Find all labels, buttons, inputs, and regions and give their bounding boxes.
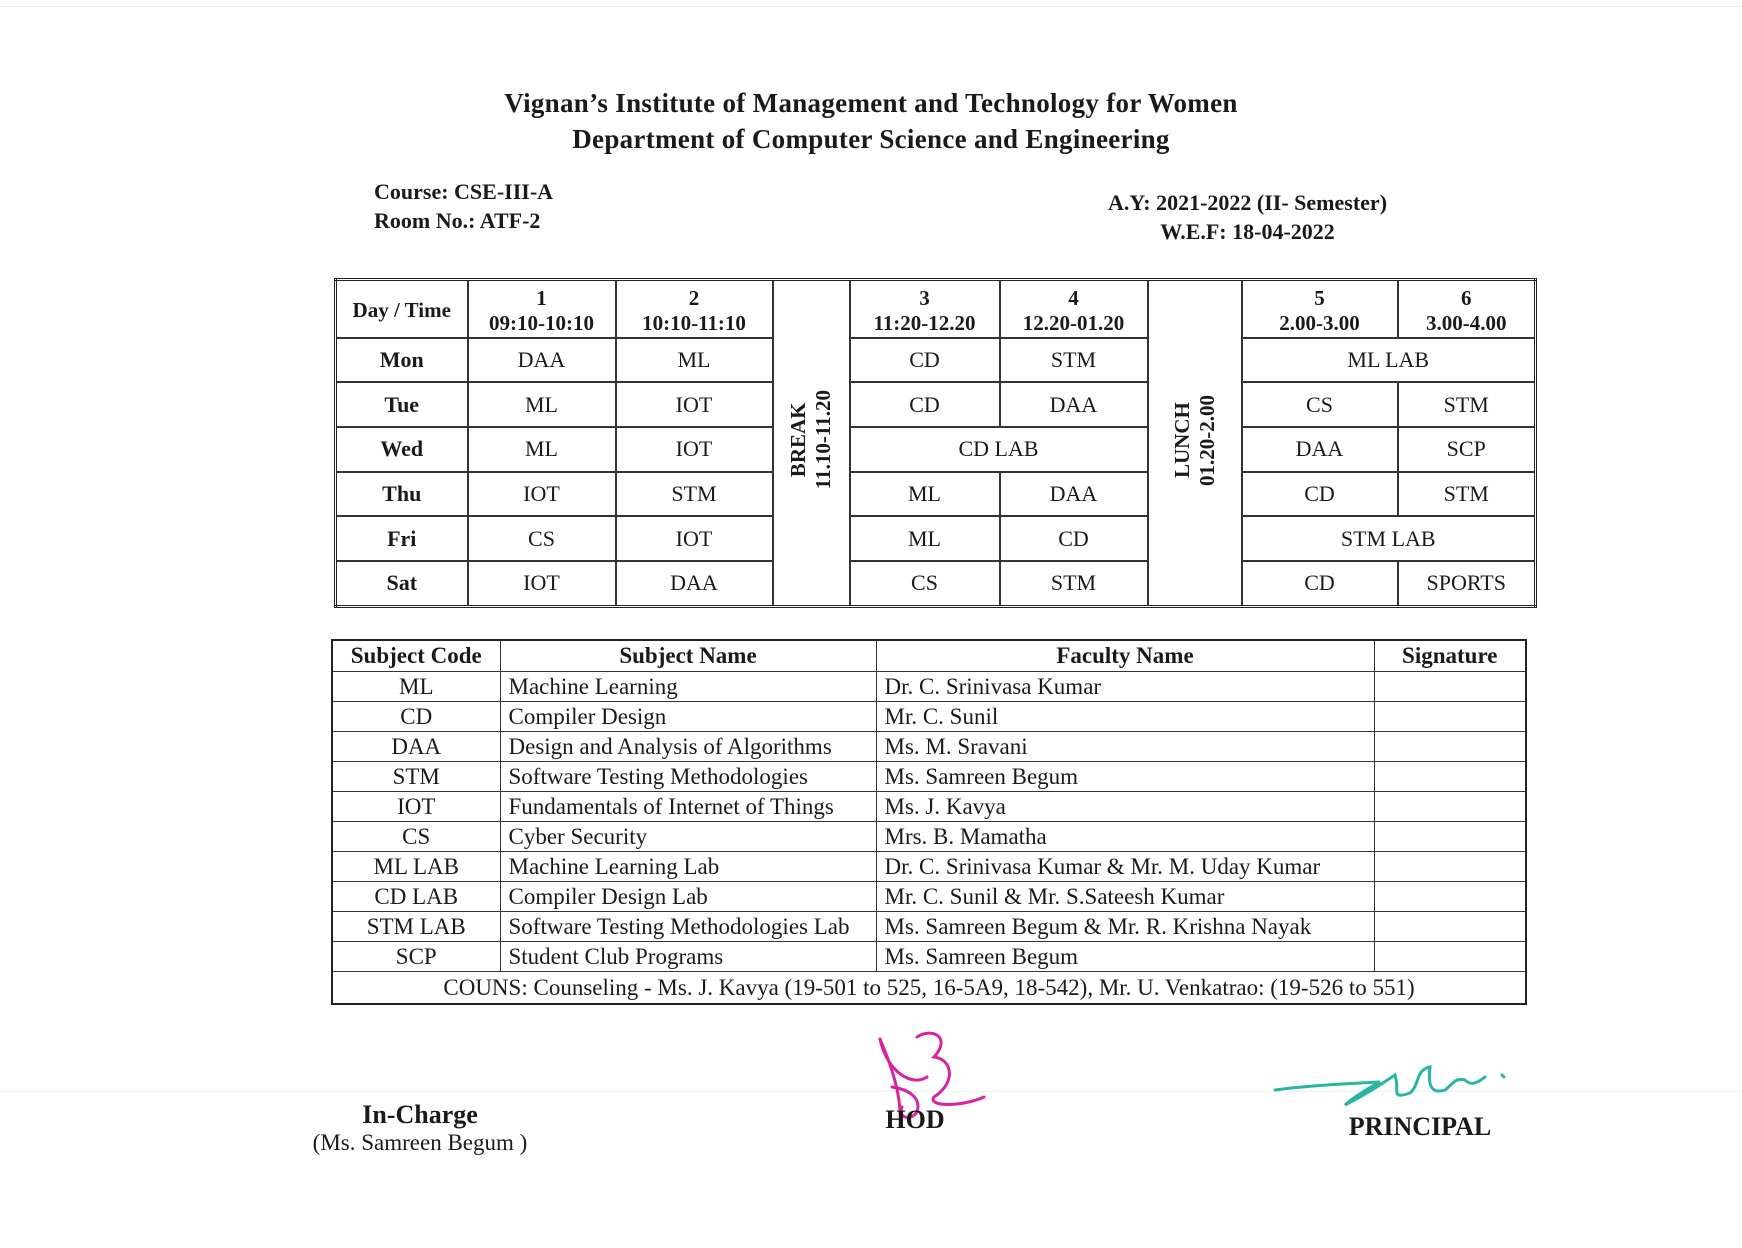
subject-row <box>332 792 1526 822</box>
class-cell: CD <box>1000 516 1148 561</box>
subject-name: Machine Learning Lab <box>500 852 876 882</box>
class-cell: CS <box>850 561 1000 607</box>
class-cell: STM <box>1000 561 1148 607</box>
class-cell: ML <box>468 427 616 472</box>
day-cell: Sat <box>336 561 468 607</box>
class-cell: STM <box>616 472 773 517</box>
faculty-name: Ms. M. Sravani <box>876 732 1374 762</box>
period-time: 12.20-01.20 <box>1022 310 1125 335</box>
timetable-row-tue <box>336 382 1536 427</box>
subject-code: STM LAB <box>332 912 500 942</box>
hod-signature-block <box>870 1105 960 1135</box>
incharge-signature-block <box>290 1100 550 1156</box>
class-cell: CS <box>468 516 616 561</box>
subject-row <box>332 702 1526 732</box>
lunch-text: LUNCH <box>1169 402 1194 478</box>
signature-cell <box>1374 912 1526 942</box>
signature-cell <box>1374 822 1526 852</box>
class-cell: STM <box>1398 382 1536 427</box>
class-cell: DAA <box>1000 382 1148 427</box>
class-cell: ML <box>850 516 1000 561</box>
period-5-header <box>1242 280 1398 338</box>
lab-cell: CD LAB <box>850 427 1148 472</box>
timetable-row-wed <box>336 427 1536 472</box>
period-number: 5 <box>1314 285 1325 310</box>
faculty-name: Ms. Samreen Begum & Mr. R. Krishna Nayak <box>876 912 1374 942</box>
subject-code: CD <box>332 702 500 732</box>
lunch-column <box>1148 280 1242 607</box>
counseling-row <box>332 972 1526 1005</box>
incharge-name: (Ms. Samreen Begum ) <box>312 1130 528 1155</box>
class-cell: CS <box>1242 382 1398 427</box>
class-cell: IOT <box>616 427 773 472</box>
day-time-header: Day / Time <box>336 280 468 338</box>
faculty-name: Mr. C. Sunil <box>876 702 1374 732</box>
principal-role: PRINCIPAL <box>1348 1112 1492 1141</box>
day-cell: Wed <box>336 427 468 472</box>
period-time: 09:10-10:10 <box>489 310 594 335</box>
period-4-header <box>1000 280 1148 338</box>
subject-row <box>332 942 1526 972</box>
day-cell: Tue <box>336 382 468 427</box>
subject-name: Cyber Security <box>500 822 876 852</box>
faculty-name: Dr. C. Srinivasa Kumar & Mr. M. Uday Kumar <box>876 852 1374 882</box>
faculty-name: Mrs. B. Mamatha <box>876 822 1374 852</box>
timetable-grid <box>334 278 1537 608</box>
subject-name: Compiler Design <box>500 702 876 732</box>
principal-signature-block <box>1320 1112 1520 1142</box>
signature-header: Signature <box>1374 640 1526 672</box>
wef-date: W.E.F: 18-04-2022 <box>1160 219 1335 244</box>
class-cell: SPORTS <box>1398 561 1536 607</box>
class-cell: ML <box>616 338 773 383</box>
class-cell: SCP <box>1398 427 1536 472</box>
subject-row <box>332 912 1526 942</box>
lunch-time: 01.20-2.00 <box>1194 394 1219 486</box>
timetable-row-sat <box>336 561 1536 607</box>
subject-name: Compiler Design Lab <box>500 882 876 912</box>
faculty-name: Mr. C. Sunil & Mr. S.Sateesh Kumar <box>876 882 1374 912</box>
class-cell: IOT <box>616 382 773 427</box>
period-number: 6 <box>1461 285 1472 310</box>
period-time: 10:10-11:10 <box>642 310 746 335</box>
incharge-role: In-Charge <box>362 1100 478 1129</box>
timetable-row-fri <box>336 516 1536 561</box>
subject-code: ML <box>332 672 500 702</box>
period-number: 4 <box>1068 285 1079 310</box>
class-cell: DAA <box>468 338 616 383</box>
academic-year: A.Y: 2021-2022 (II- Semester) <box>1108 190 1388 215</box>
break-text: BREAK <box>786 402 810 478</box>
signature-cell <box>1374 882 1526 912</box>
period-6-header <box>1398 280 1536 338</box>
period-time: 2.00-3.00 <box>1279 310 1360 335</box>
institute-name: Vignan’s Institute of Management and Technology for Women <box>504 88 1238 118</box>
period-3-header <box>850 280 1000 338</box>
signature-cell <box>1374 942 1526 972</box>
subject-row <box>332 672 1526 702</box>
department-name: Department of Computer Science and Engineering <box>572 124 1170 154</box>
subject-header-row <box>332 640 1526 672</box>
subject-code-header: Subject Code <box>332 640 500 672</box>
period-1-header <box>468 280 616 338</box>
break-label <box>786 390 836 489</box>
day-cell: Fri <box>336 516 468 561</box>
counseling-note: COUNS: Counseling - Ms. J. Kavya (19-501 to 525, 16-5A9, 18-542), Mr. U. Venkatrao: (19-526 to 551) <box>332 972 1526 1005</box>
period-number: 1 <box>536 285 547 310</box>
class-cell: CD <box>1242 561 1398 607</box>
course-label: Course: CSE-III-A <box>374 179 554 204</box>
class-cell: CD <box>850 382 1000 427</box>
subject-row <box>332 882 1526 912</box>
class-cell: DAA <box>1242 427 1398 472</box>
class-cell: DAA <box>616 561 773 607</box>
period-number: 2 <box>688 285 700 310</box>
signature-cell <box>1374 852 1526 882</box>
day-cell: Thu <box>336 472 468 517</box>
subject-row <box>332 852 1526 882</box>
subject-rows <box>332 672 1526 972</box>
subject-row <box>332 732 1526 762</box>
course-info <box>374 177 553 235</box>
class-cell: CD <box>850 338 1000 383</box>
subject-row <box>332 762 1526 792</box>
subject-name: Software Testing Methodologies Lab <box>500 912 876 942</box>
subject-code: CS <box>332 822 500 852</box>
class-cell: CD <box>1242 472 1398 517</box>
faculty-name: Ms. J. Kavya <box>876 792 1374 822</box>
class-cell: STM <box>1398 472 1536 517</box>
signature-cell <box>1374 672 1526 702</box>
class-cell: IOT <box>468 472 616 517</box>
class-cell: IOT <box>616 516 773 561</box>
lab-cell: STM LAB <box>1242 516 1536 561</box>
break-column <box>773 280 850 607</box>
period-number: 3 <box>919 285 930 310</box>
period-time: 3.00-4.00 <box>1426 310 1507 335</box>
period-time: 11:20-12.20 <box>873 310 976 335</box>
subject-row <box>332 822 1526 852</box>
timetable-header-row <box>336 280 1536 338</box>
subject-name: Fundamentals of Internet of Things <box>500 792 876 822</box>
class-cell: ML <box>850 472 1000 517</box>
faculty-name: Ms. Samreen Begum <box>876 942 1374 972</box>
class-cell: STM <box>1000 338 1148 383</box>
break-time: 11.10-11.20 <box>811 390 835 490</box>
timetable-row-mon <box>336 338 1536 383</box>
faculty-name: Ms. Samreen Begum <box>876 762 1374 792</box>
subject-name-header: Subject Name <box>500 640 876 672</box>
subject-faculty-table <box>331 639 1527 1005</box>
lab-cell: ML LAB <box>1242 338 1536 383</box>
subject-name: Software Testing Methodologies <box>500 762 876 792</box>
class-cell: ML <box>468 382 616 427</box>
session-info <box>1108 188 1387 246</box>
signature-cell <box>1374 762 1526 792</box>
subject-name: Machine Learning <box>500 672 876 702</box>
subject-name: Design and Analysis of Algorithms <box>500 732 876 762</box>
scan-line-top <box>0 6 1742 7</box>
timetable-row-thu <box>336 472 1536 517</box>
faculty-name-header: Faculty Name <box>876 640 1374 672</box>
signature-cell <box>1374 732 1526 762</box>
period-2-header <box>616 280 773 338</box>
principal-handwritten-signature <box>1270 1055 1520 1115</box>
class-cell: IOT <box>468 561 616 607</box>
class-cell: DAA <box>1000 472 1148 517</box>
subject-code: CD LAB <box>332 882 500 912</box>
hod-role: HOD <box>885 1105 945 1134</box>
lunch-label <box>1170 395 1220 486</box>
day-cell: Mon <box>336 338 468 383</box>
subject-code: ML LAB <box>332 852 500 882</box>
subject-name: Student Club Programs <box>500 942 876 972</box>
subject-code: SCP <box>332 942 500 972</box>
room-label: Room No.: ATF-2 <box>374 208 541 233</box>
subject-code: DAA <box>332 732 500 762</box>
signature-cell <box>1374 792 1526 822</box>
subject-code: STM <box>332 762 500 792</box>
faculty-name: Dr. C. Srinivasa Kumar <box>876 672 1374 702</box>
subject-code: IOT <box>332 792 500 822</box>
signature-cell <box>1374 702 1526 732</box>
